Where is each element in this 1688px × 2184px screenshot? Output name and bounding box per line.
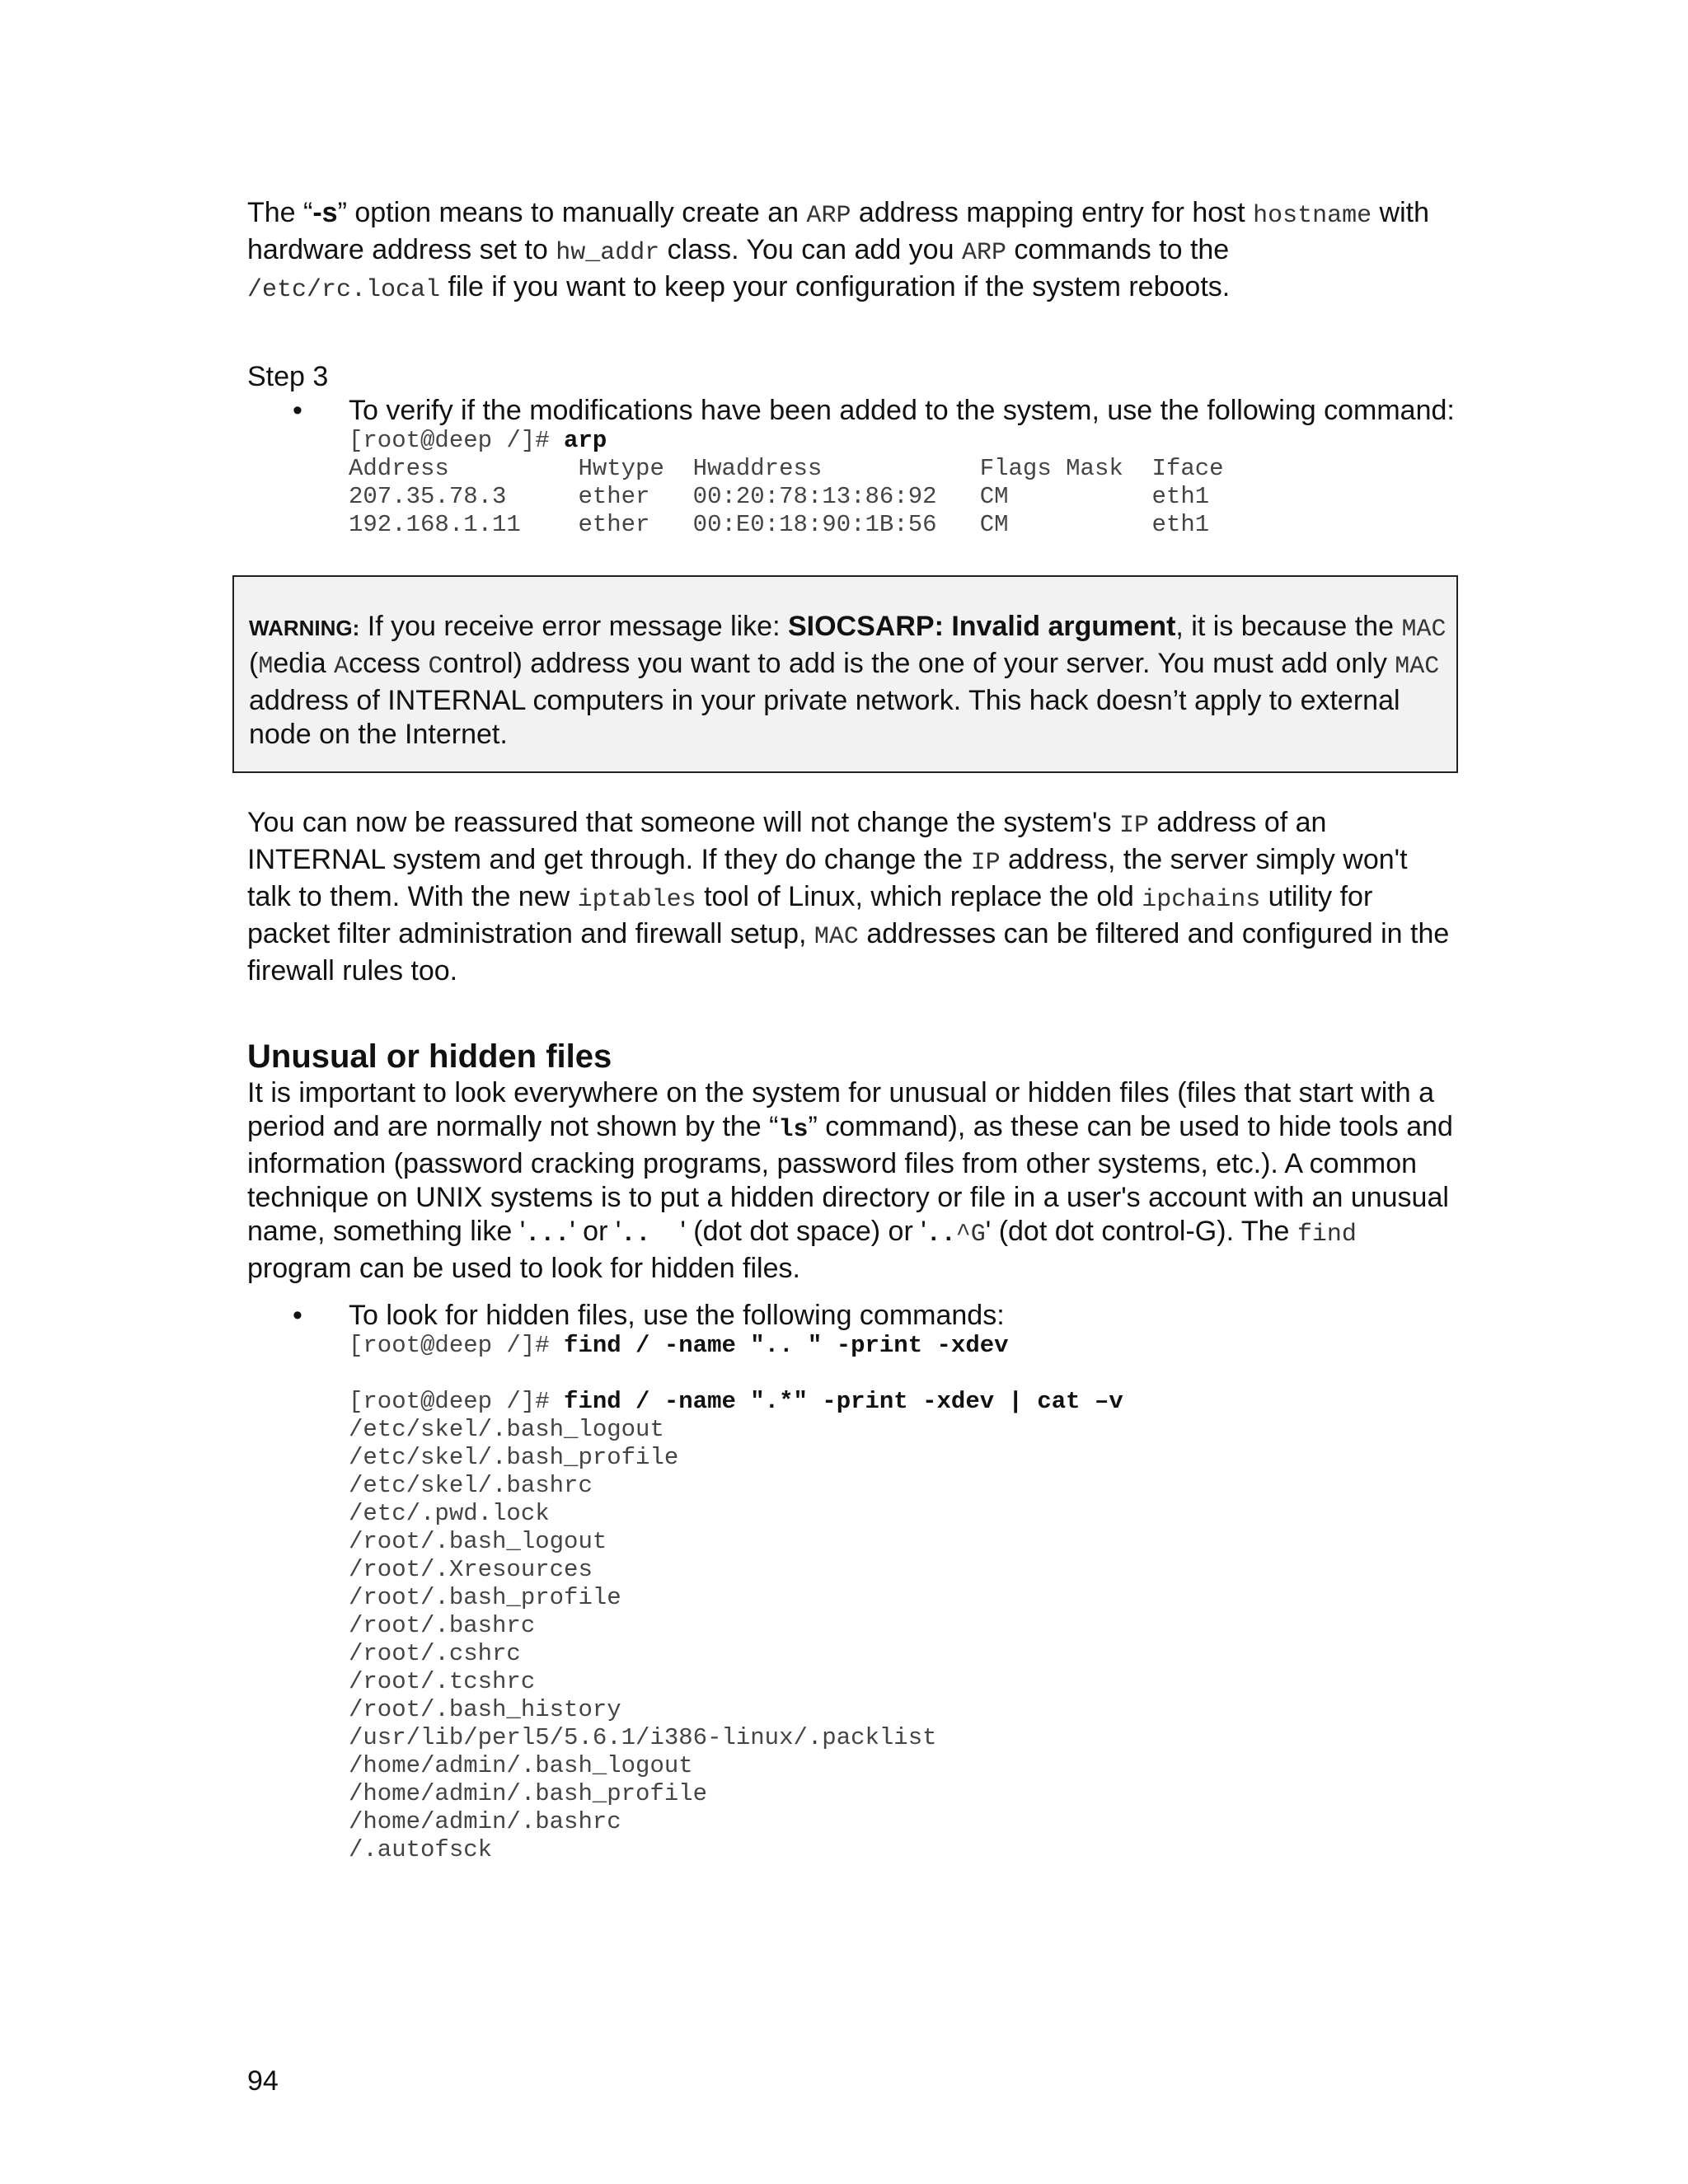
file-path: /root/.cshrc — [349, 1640, 521, 1667]
text-line: It is important to look everywhere on the system for unusual or hidden files (files that start with a — [247, 1077, 1435, 1108]
hidden-files-instruction: To look for hidden files, use the following commands: — [349, 1300, 1005, 1331]
file-path: /root/.Xresources — [349, 1556, 593, 1583]
bullet-icon: • — [293, 1300, 302, 1331]
text-line: INTERNAL system and get through. If they do change the IP address, the server simply won't — [247, 844, 1408, 877]
file-path: /root/.bash_history — [349, 1696, 621, 1723]
find-dotstar-command: find / -name ".*" -print -xdev | cat –v — [564, 1388, 1123, 1415]
text-line: program can be used to look for hidden files. — [247, 1253, 800, 1284]
arp-table-header: Address Hwtype Hwaddress Flags Mask Iface — [349, 455, 1224, 482]
text-line: node on the Internet. — [249, 719, 508, 750]
page-number: 94 — [247, 2065, 279, 2097]
file-path: /root/.bash_profile — [349, 1584, 621, 1611]
arp-table-row: 207.35.78.3 ether 00:20:78:13:86:92 CM eth1 — [349, 483, 1210, 510]
text-line: WARNING: If you receive error message like: SIOCSARP: Invalid argument, it is because the MAC — [249, 611, 1447, 644]
text-line: (Media Access Control) address you want to add is the one of your server. You must add only MAC — [249, 648, 1440, 681]
step-3-label: Step 3 — [247, 361, 329, 392]
text-line: You can now be reassured that someone will not change the system's IP address of an — [247, 807, 1327, 840]
arp-table-row: 192.168.1.11 ether 00:E0:18:90:1B:56 CM eth1 — [349, 511, 1210, 538]
text-line: period and are normally not shown by the “ls” command), as these can be used to hide tools and — [247, 1111, 1453, 1144]
warning-label: WARNING: — [249, 616, 360, 640]
arp-code-block — [349, 427, 1224, 539]
warning-text — [249, 610, 1447, 752]
file-path: /etc/skel/.bash_logout — [349, 1416, 664, 1443]
file-path: /root/.bashrc — [349, 1612, 536, 1639]
text-line: name, something like '...' or '.. ' (dot dot space) or '..^G' (dot dot control-G). The find — [247, 1216, 1357, 1249]
find-dotdot-command: find / -name ".. " -print -xdev — [564, 1332, 1009, 1359]
file-path: /usr/lib/perl5/5.6.1/i386-linux/.packlist — [349, 1724, 937, 1751]
find-code-block — [349, 1332, 1009, 1360]
section-heading: Unusual or hidden files — [247, 1038, 612, 1075]
file-path: /home/admin/.bashrc — [349, 1808, 621, 1835]
hidden-files-paragraph — [247, 1076, 1451, 1286]
arp-option-paragraph — [247, 196, 1451, 307]
text-line: /etc/rc.local file if you want to keep your configuration if the system reboots. — [247, 271, 1231, 304]
file-path: /home/admin/.bash_profile — [349, 1780, 708, 1807]
file-path: /.autofsck — [349, 1836, 493, 1863]
hidden-files-output — [349, 1416, 937, 1864]
text-line: technique on UNIX systems is to put a hidden directory or file in a user's account with an unusual — [247, 1182, 1449, 1213]
text-line: packet filter administration and firewall setup, MAC addresses can be filtered and configured in the — [247, 918, 1450, 951]
warning-box — [232, 575, 1458, 773]
file-path: /etc/skel/.bashrc — [349, 1472, 593, 1499]
text-line: information (password cracking programs, password files from other systems, etc.). A common — [247, 1148, 1418, 1179]
file-path: /root/.tcshrc — [349, 1668, 536, 1695]
text-line: talk to them. With the new iptables tool of Linux, which replace the old ipchains utility for — [247, 881, 1373, 914]
find-dotstar-block — [349, 1388, 1123, 1416]
file-path: /root/.bash_logout — [349, 1528, 607, 1555]
text-line: firewall rules too. — [247, 955, 458, 987]
shell-prompt: [root@deep /]# — [349, 1388, 565, 1415]
hidden-files-bullet-item — [293, 1299, 1005, 1333]
file-path: /etc/skel/.bash_profile — [349, 1444, 679, 1471]
shell-prompt: [root@deep /]# — [349, 1332, 565, 1359]
text-line: hardware address set to hw_addr class. You can add you ARP commands to the — [247, 234, 1230, 267]
arp-command: arp — [564, 427, 607, 454]
reassurance-paragraph — [247, 806, 1451, 988]
step-3-bullet-item — [293, 394, 1455, 428]
text-line: address of INTERNAL computers in your private network. This hack doesn’t apply to external — [249, 685, 1400, 716]
file-path: /home/admin/.bash_logout — [349, 1752, 693, 1779]
step-3-instruction: To verify if the modifications have been added to the system, use the following command: — [349, 395, 1455, 426]
bullet-icon: • — [293, 395, 302, 426]
text-line: The “-s” option means to manually create an ARP address mapping entry for host hostname with — [247, 197, 1430, 230]
shell-prompt: [root@deep /]# — [349, 427, 565, 454]
file-path: /etc/.pwd.lock — [349, 1500, 550, 1527]
